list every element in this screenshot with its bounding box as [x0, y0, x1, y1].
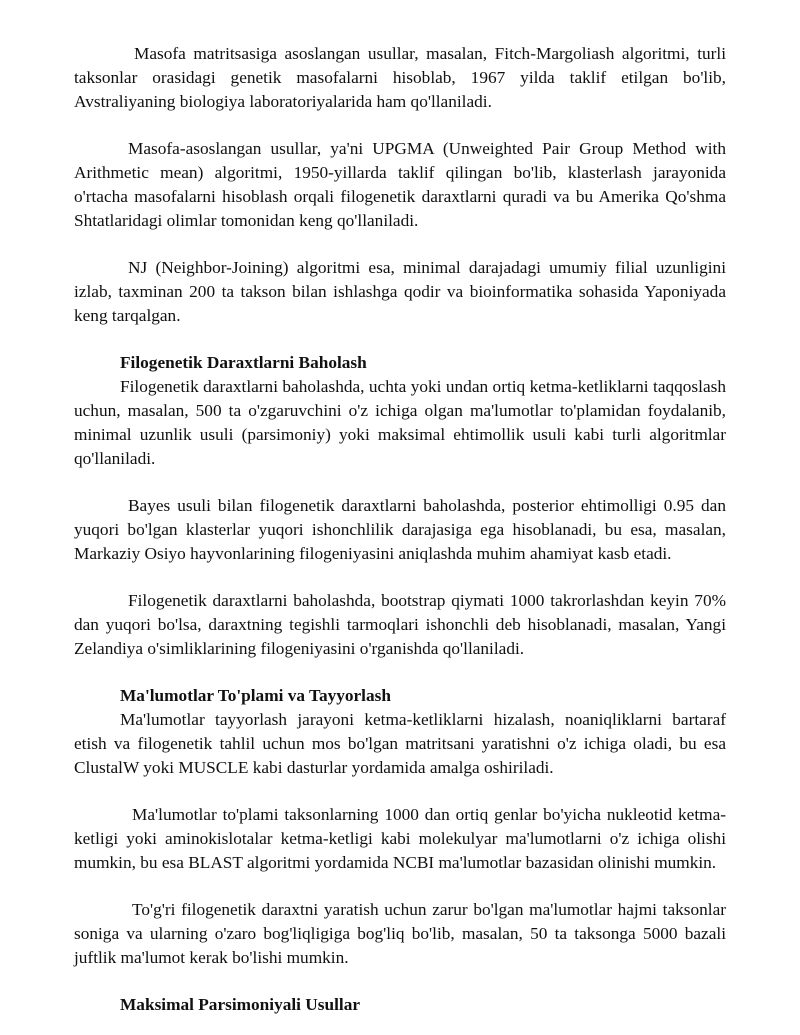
heading-data-preparation: Ma'lumotlar To'plami va Tayyorlash [120, 686, 391, 705]
paragraph-data-preparation: Ma'lumotlar tayyorlash jarayoni ketma-ketliklarni hizalash, noaniqliklarni bartaraf etish va filogenetik tahlil uchun mos bo'lgan matritsani yaratishni o'z ichiga oladi, bu esa ClustalW yoki MUSCLE kabi dasturlar yordamida amalga oshiriladi. [74, 710, 726, 777]
paragraph-upgma: Masofa-asoslangan usullar, ya'ni UPGMA (Unweighted Pair Group Method with Arithmetic mean) algoritmi, 1950-yillarda taklif qilingan bo'lib, klasterlash jarayonida o'rtacha masofalarni hisoblash orqali filogenetik daraxtlarni quradi va bu Amerika Qo'shma Shtatlaridagi olimlar tomonidan keng qo'llaniladi. [74, 139, 726, 230]
paragraph-bayes-method: Bayes usuli bilan filogenetik daraxtlarni baholashda, posterior ehtimolligi 0.95 dan yuqori bo'lgan klasterlar yuqori ishonchlilik darajasiga ega hisoblanadi, bu esa, masalan, Markaziy Osiyo hayvonlarining filogeniyasini aniqlashda muhim ahamiyat kasb etadi. [74, 496, 726, 563]
paragraph-data-volume: To'g'ri filogenetik daraxtni yaratish uchun zarur bo'lgan ma'lumotlar hajmi taksonlar soniga va ularning o'zaro bog'liqligiga bog'liq bo'lib, masalan, 50 ta taksonga 5000 bazali juftlik ma'lumot kerak bo'lishi mumkin. [74, 900, 726, 967]
paragraph-tree-evaluation-methods: Filogenetik daraxtlarni baholashda, uchta yoki undan ortiq ketma-ketliklarni taqqoslash uchun, masalan, 500 ta o'zgaruvchini o'z ichiga olgan ma'lumotlar to'plamidan foydalanib, minimal uzunlik usuli (parsimoniy) yoki maksimal ehtimollik usuli kabi turli algoritmlar qo'llaniladi. [74, 377, 726, 468]
heading-tree-evaluation: Filogenetik Daraxtlarni Baholash [120, 353, 367, 372]
paragraph-neighbor-joining: NJ (Neighbor-Joining) algoritmi esa, minimal darajadagi umumiy filial uzunligini izlab, taxminan 200 ta takson bilan ishlashga qodir va bioinformatika sohasida Yaponiyada keng tarqalgan. [74, 258, 726, 325]
paragraph-bootstrap: Filogenetik daraxtlarni baholashda, bootstrap qiymati 1000 takrorlashdan keyin 70% dan yuqori bo'lsa, daraxtning tegishli tarmoqlari ishonchli deb hisoblanadi, masalan, Yangi Zelandiya o'simliklarining filogeniyasini o'rganishda qo'llaniladi. [74, 591, 726, 658]
paragraph-fitch-margoliash: Masofa matritsasiga asoslangan usullar, masalan, Fitch-Margoliash algoritmi, turli taksonlar orasidagi genetik masofalarni hisoblab, 1967 yilda taklif etilgan bo'lib, Avstraliyaning biologiya laboratoriyalarida ham qo'llaniladi. [74, 44, 726, 111]
heading-maximum-parsimony: Maksimal Parsimoniyali Usullar [120, 995, 361, 1014]
paragraph-dataset-contents: Ma'lumotlar to'plami taksonlarning 1000 dan ortiq genlar bo'yicha nukleotid ketma-ketligi yoki aminokislotalar ketma-ketligi kabi molekulyar ma'lumotlarni o'z ichiga olishi mumkin, bu esa BLAST algoritmi yordamida NCBI ma'lumotlar bazasidan olinishi mumkin. [74, 805, 726, 872]
